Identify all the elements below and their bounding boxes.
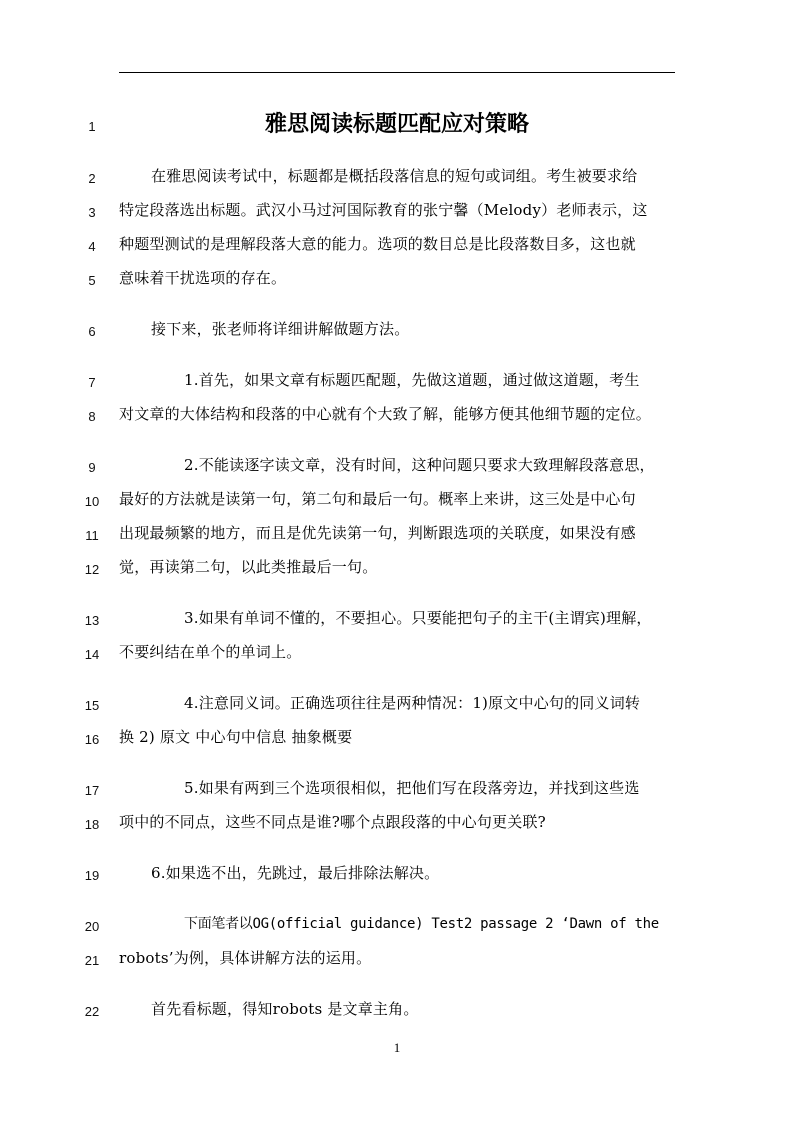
document-title: 雅思阅读标题匹配应对策略 bbox=[264, 112, 529, 137]
text-line: 2.不能读逐字读文章，没有时间，这种问题只要求大致理解段落意思， bbox=[184, 456, 655, 474]
header-rule bbox=[119, 72, 675, 73]
text-line: 首先看标题，得知robots 是文章主角。 bbox=[151, 1000, 419, 1018]
line-number: 10 bbox=[84, 494, 100, 509]
line-number: 6 bbox=[88, 324, 96, 339]
line-number: 21 bbox=[84, 953, 100, 968]
line-number: 11 bbox=[85, 528, 99, 543]
text-line: 3.如果有单词不懂的，不要担心。只要能把句子的主干(主谓宾)理解， bbox=[184, 609, 652, 627]
text-line: robots’为例，具体讲解方法的运用。 bbox=[119, 949, 372, 967]
text-line: 最好的方法就是读第一句，第二句和最后一句。概率上来讲，这三处是中心句 bbox=[119, 490, 636, 508]
text-line: 特定段落选出标题。武汉小马过河国际教育的张宁馨（Melody）老师表示，这 bbox=[119, 201, 648, 219]
line-number: 16 bbox=[84, 732, 100, 747]
line-number: 18 bbox=[84, 817, 100, 832]
text-line: 1.首先，如果文章有标题匹配题，先做这道题，通过做这道题，考生 bbox=[184, 371, 640, 389]
text-line: 换 2) 原文 中心句中信息 抽象概要 bbox=[119, 728, 353, 746]
line-number: 7 bbox=[88, 375, 96, 390]
text-line: 下面笔者以OG(official guidance) Test2 passage 2 ‘Dawn of the bbox=[184, 916, 659, 932]
line-number: 5 bbox=[88, 273, 96, 288]
line-number: 22 bbox=[84, 1004, 100, 1019]
text-line: 项中的不同点，这些不同点是谁?哪个点跟段落的中心句更关联? bbox=[119, 813, 546, 831]
line-number: 12 bbox=[84, 562, 100, 577]
line-number: 17 bbox=[84, 783, 100, 798]
text-line: 4.注意同义词。正确选项往往是两种情况：1)原文中心句的同义词转 bbox=[184, 694, 641, 712]
page-number: 1 bbox=[393, 1040, 401, 1055]
line-number: 13 bbox=[84, 613, 100, 628]
line-number: 2 bbox=[88, 171, 96, 186]
text-line: 6.如果选不出，先跳过，最后排除法解决。 bbox=[151, 864, 440, 882]
line-number: 9 bbox=[88, 460, 96, 475]
line-number: 19 bbox=[84, 868, 100, 883]
line-number: 14 bbox=[84, 647, 100, 662]
text-line: 5.如果有两到三个选项很相似，把他们写在段落旁边，并找到这些选 bbox=[184, 779, 640, 797]
text-line: 意味着干扰选项的存在。 bbox=[119, 269, 287, 287]
line-number: 20 bbox=[84, 919, 100, 934]
text-line: 种题型测试的是理解段落大意的能力。选项的数目总是比段落数目多，这也就 bbox=[119, 235, 636, 253]
text-line: 觉，再读第二句，以此类推最后一句。 bbox=[119, 558, 378, 576]
text-line: 在雅思阅读考试中，标题都是概括段落信息的短句或词组。考生被要求给 bbox=[151, 167, 638, 185]
text-line: 不要纠结在单个的单词上。 bbox=[119, 643, 302, 661]
text-line: 接下来，张老师将详细讲解做题方法。 bbox=[151, 320, 410, 338]
line-number: 3 bbox=[88, 205, 96, 220]
line-number: 15 bbox=[84, 698, 100, 713]
text-line: 出现最频繁的地方，而且是优先读第一句，判断跟选项的关联度，如果没有感 bbox=[119, 524, 636, 542]
line-number: 4 bbox=[88, 239, 96, 254]
line-number: 8 bbox=[88, 409, 96, 424]
line-number: 1 bbox=[88, 119, 96, 134]
text-line: 对文章的大体结构和段落的中心就有个大致了解，能够方便其他细节题的定位。 bbox=[119, 405, 652, 423]
